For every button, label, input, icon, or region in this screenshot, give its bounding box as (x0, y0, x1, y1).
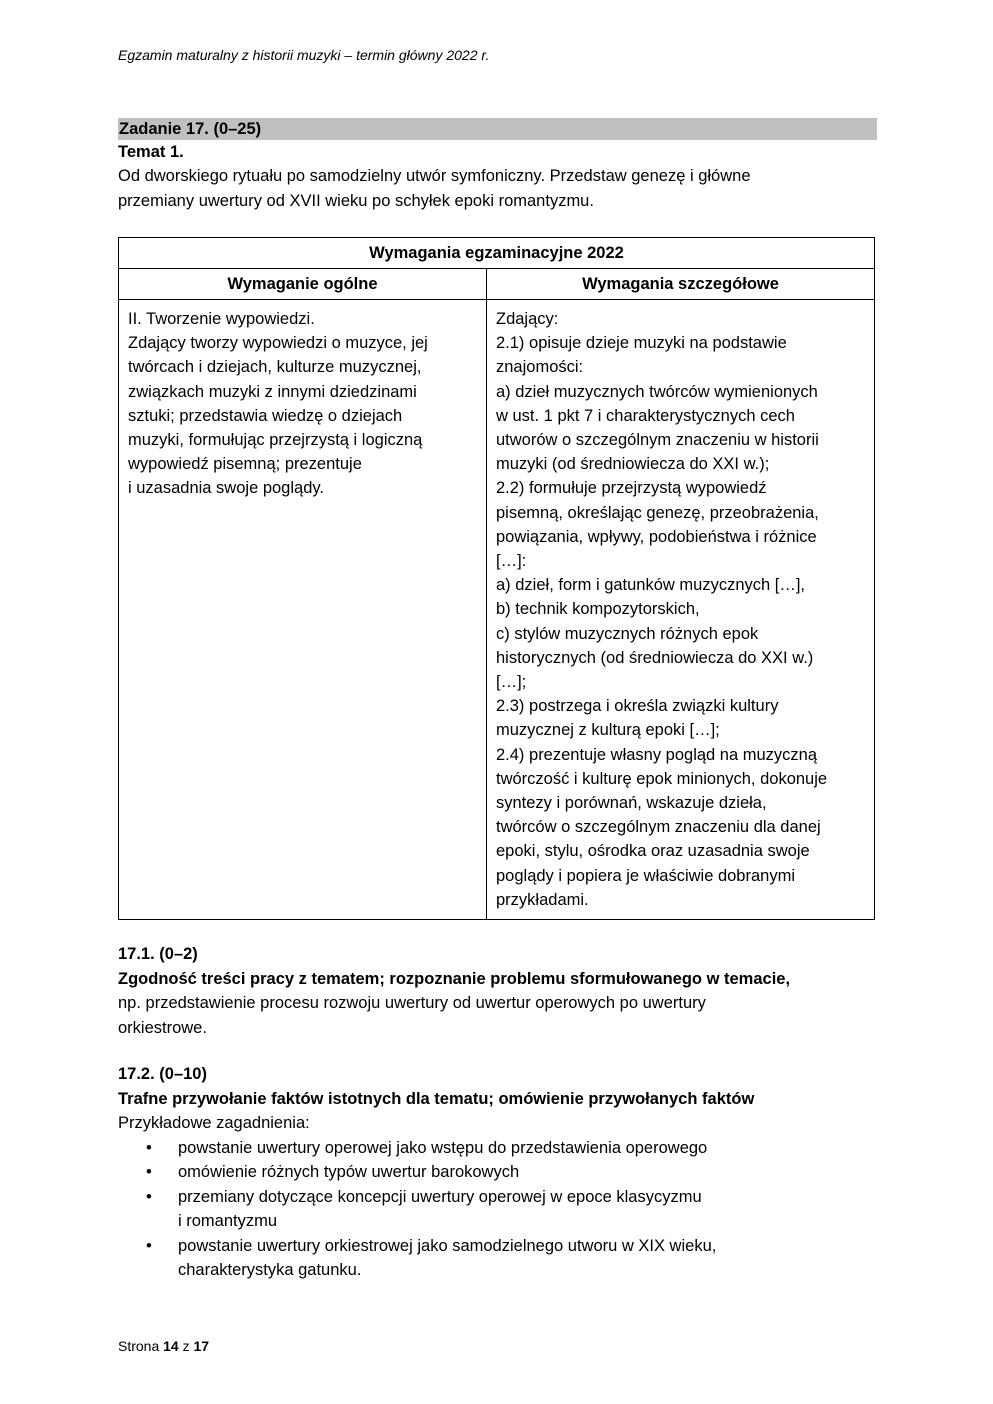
detailed-line: twórców o szczególnym znaczeniu dla danej (496, 818, 821, 837)
general-line: II. Tworzenie wypowiedzi. (128, 310, 315, 328)
detailed-line: 2.4) prezentuje własny pogląd na muzyczną (496, 745, 818, 764)
detailed-line: […]: (496, 552, 527, 571)
detailed-line: historycznych (od średniowiecza do XXI w.) (496, 648, 814, 667)
section-heading: 17.2. (0–10) (118, 1065, 207, 1084)
detailed-line: a) dzieł, form i gatunków muzycznych […], (496, 576, 806, 595)
section-intro: Przykładowe zagadnienia: (118, 1114, 310, 1133)
section-text-line: np. przedstawienie procesu rozwoju uwertury od uwertur operowych po uwertury (118, 994, 706, 1013)
list-item (118, 1160, 877, 1185)
list-item (118, 1185, 877, 1234)
detailed-line: twórczość i kulturę epok minionych, dokonuje (496, 769, 828, 788)
general-line: związkach muzyki z innymi dziedzinami (128, 382, 417, 401)
general-requirement-cell (119, 300, 487, 920)
general-line: Zdający tworzy wypowiedzi o muzyce, jej (128, 334, 428, 353)
requirements-table (118, 237, 875, 920)
section-heading: 17.1. (0–2) (118, 945, 198, 964)
example-issues-list (118, 1136, 877, 1283)
topic-text (118, 164, 877, 213)
bullet-icon: • (146, 1187, 152, 1206)
detailed-line: syntezy i porównań, wskazuje dzieła, (496, 794, 767, 813)
page-number: 14 (163, 1338, 179, 1354)
detailed-requirements-cell (487, 300, 875, 920)
bullet-icon: • (146, 1163, 152, 1182)
task-heading: Zadanie 17. (0–25) (118, 118, 877, 140)
topic-line: Od dworskiego rytuału po samodzielny utwór symfoniczny. Przedstaw genezę i główne (118, 167, 751, 185)
general-line: muzyki, formułując przejrzystą i logiczną (128, 431, 423, 450)
general-line: wypowiedź pisemną; prezentuje (128, 455, 362, 474)
general-line: twórcach i dziejach, kulturze muzycznej, (128, 358, 422, 377)
list-item (118, 1136, 877, 1161)
page-footer (118, 1338, 209, 1354)
detailed-line: b) technik kompozytorskich, (496, 600, 700, 619)
detailed-line: 2.2) formułuje przejrzystą wypowiedź (496, 479, 767, 498)
list-item-line: charakterystyka gatunku. (178, 1261, 362, 1280)
detailed-line: […]; (496, 673, 527, 692)
list-item-line: i romantyzmu (178, 1212, 278, 1231)
section-17-1 (118, 942, 877, 1040)
detailed-line: epoki, stylu, ośrodka oraz uzasadnia swoje (496, 842, 810, 861)
page-total: 17 (193, 1338, 210, 1354)
list-item-line: powstanie uwertury orkiestrowej jako samodzielnego utworu w XIX wieku, (178, 1236, 717, 1255)
detailed-line: znajomości: (496, 358, 584, 377)
list-item (118, 1234, 877, 1283)
detailed-line: 2.3) postrzega i określa związki kultury (496, 697, 779, 716)
detailed-line: a) dzieł muzycznych twórców wymienionych (496, 382, 818, 401)
footer-prefix: Strona (118, 1338, 160, 1354)
detailed-line: w ust. 1 pkt 7 i charakterystycznych cech (496, 406, 795, 425)
requirements-table-title: Wymagania egzaminacyjne 2022 (119, 238, 875, 269)
bullet-icon: • (146, 1236, 152, 1255)
page-header: Egzamin maturalny z historii muzyki – termin główny 2022 r. (118, 47, 490, 63)
section-text-line: orkiestrowe. (118, 1018, 207, 1037)
list-item-line: przemiany dotyczące koncepcji uwertury operowej w epoce klasycyzmu (178, 1187, 702, 1206)
bullet-icon: • (146, 1138, 152, 1157)
column-header-general: Wymaganie ogólne (119, 269, 487, 300)
list-item-line: omówienie różnych typów uwertur barokowych (178, 1163, 520, 1182)
footer-middle: z (182, 1338, 190, 1354)
section-17-2 (118, 1062, 877, 1283)
detailed-line: przykładami. (496, 890, 589, 909)
page-content (118, 118, 877, 1283)
section-criterion: Zgodność treści pracy z tematem; rozpoznanie problemu sformułowanego w temacie, (118, 969, 791, 988)
detailed-line: 2.1) opisuje dzieje muzyki na podstawie (496, 334, 787, 353)
detailed-line: pisemną, określając genezę, przeobrażenia, (496, 503, 819, 522)
column-header-detailed: Wymagania szczegółowe (487, 269, 875, 300)
general-line: i uzasadnia swoje poglądy. (128, 479, 324, 498)
detailed-line: muzycznej z kulturą epoki […]; (496, 721, 720, 740)
topic-label: Temat 1. (118, 143, 184, 161)
general-line: sztuki; przedstawia wiedzę o dziejach (128, 406, 403, 425)
detailed-line: c) stylów muzycznych różnych epok (496, 624, 759, 643)
detailed-line: muzyki (od średniowiecza do XXI w.); (496, 455, 770, 474)
topic-line: przemiany uwertury od XVII wieku po schyłek epoki romantyzmu. (118, 191, 594, 210)
detailed-line: Zdający: (496, 310, 559, 328)
detailed-line: utworów o szczególnym znaczeniu w historii (496, 431, 819, 450)
section-criterion: Trafne przywołanie faktów istotnych dla tematu; omówienie przywołanych faktów (118, 1089, 755, 1108)
list-item-line: powstanie uwertury operowej jako wstępu do przedstawienia operowego (178, 1138, 708, 1157)
detailed-line: powiązania, wpływy, podobieństwa i różnice (496, 527, 817, 546)
detailed-line: poglądy i popiera je właściwie dobranymi (496, 866, 795, 885)
